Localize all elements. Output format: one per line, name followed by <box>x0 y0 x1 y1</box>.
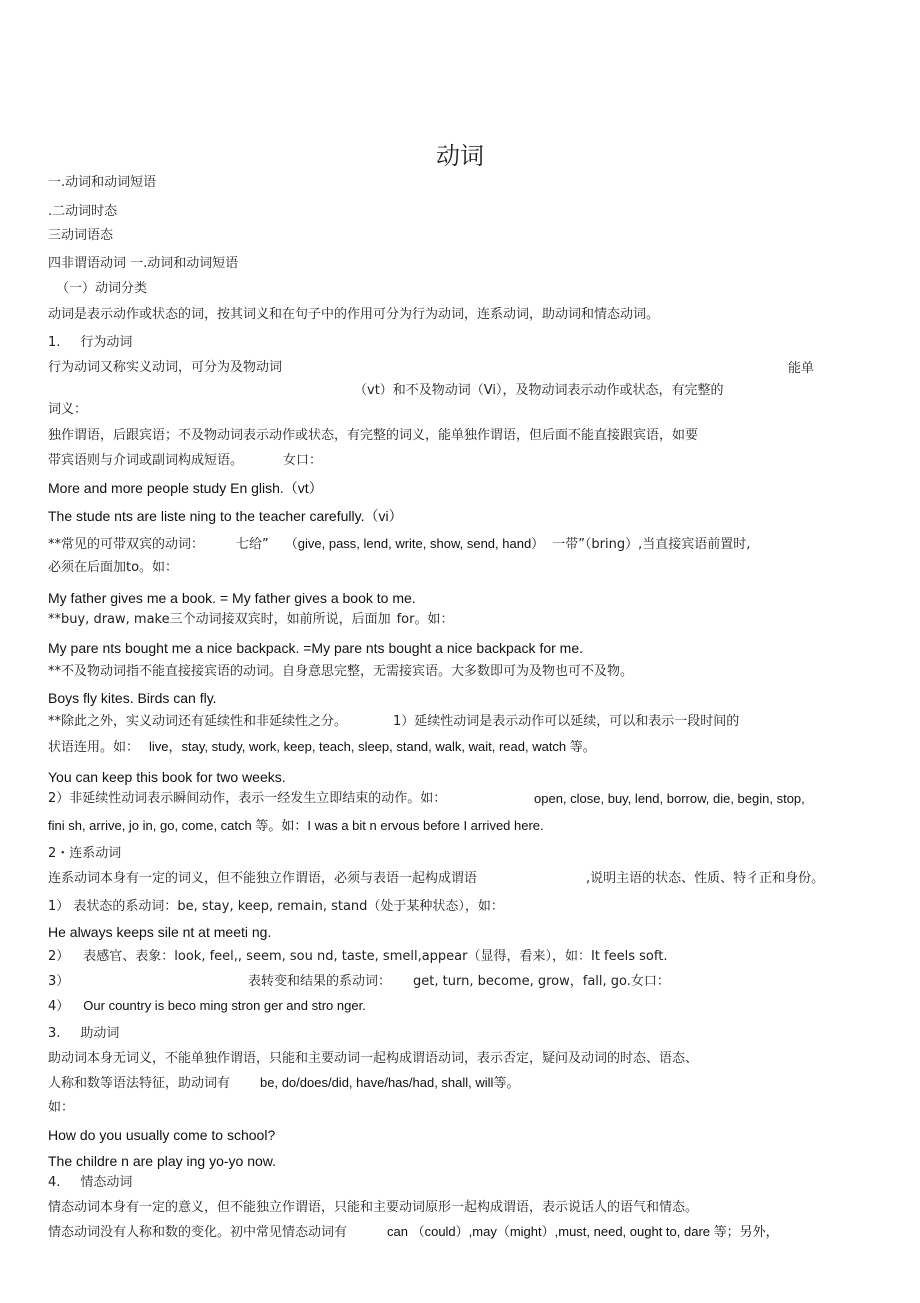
paragraph-line: 助动词本身无词义，不能单独作谓语，只能和主要动词一起构成谓语动词，表示否定，疑问及动词的时态、语态、 <box>48 1051 699 1066</box>
toc-item: 四非谓语动词 一.动词和动词短语 <box>48 256 239 271</box>
heading-label: 行为动词 <box>80 335 133 350</box>
paragraph-line: 行为动词又称实义动词，可分为及物动词 <box>48 360 283 375</box>
text-span: 女口： <box>283 453 323 468</box>
heading-label: 情态动词 <box>80 1175 133 1190</box>
list-number: 2） <box>48 949 70 964</box>
section-heading: （一）动词分类 <box>56 281 148 296</box>
text-span: **buy, draw, make三个动词接双宾时，如前所说，后面加 <box>48 612 391 627</box>
page-title: 动词 <box>436 142 484 170</box>
text-span: 1）延续性动词是表示动作可以延续，可以和表示一段时间的 <box>393 714 740 729</box>
text-span: 状语连用。如： <box>48 740 140 755</box>
list-item <box>48 948 667 966</box>
text-span: **除此之外，实义动词还有延续性和非延续性之分。 <box>48 714 348 729</box>
list-item <box>48 997 366 1016</box>
heading-number: 4. <box>48 1175 61 1190</box>
text-span: 带宾语则与介词或副词构成短语。 <box>48 453 244 468</box>
toc-item: 三动词语态 <box>48 228 114 243</box>
note-line <box>48 611 454 629</box>
example-sentence: How do you usually come to school? <box>48 1127 276 1143</box>
heading-3 <box>48 1025 119 1043</box>
text-span: live，stay, study, work, keep, teach, sleep, stand, walk, wait, read, watch 等。 <box>149 739 596 754</box>
text-span: get, turn, become, grow，fall, go.女口： <box>413 974 670 989</box>
note-line <box>48 713 739 731</box>
text-span: Our country is beco ming stron ger and stro nger. <box>83 998 366 1013</box>
paragraph-line: 连系动词本身有一定的词义，但不能独立作谓语，必须与表语一起构成谓语 <box>48 871 478 886</box>
list-item: 1） 表状态的系动词：be, stay, keep, remain, stand（处于某种状态），如： <box>48 899 504 914</box>
example-sentence: My pare nts bought me a nice backpack. =My pare nts bought a nice backpack for me. <box>48 640 584 656</box>
list-number: 4） <box>48 999 70 1014</box>
text-span: 一带”（bring）,当直接宾语前置时, <box>552 537 751 552</box>
text-span: 表转变和结果的系动词： <box>248 974 392 989</box>
text-span: **常见的可带双宾的动词： <box>48 537 205 552</box>
text-span: 七给” <box>236 537 269 552</box>
paragraph-line: 如： <box>48 1100 75 1115</box>
note-line: **不及物动词指不能直接接宾语的动词。自身意思完整，无需接宾语。大多数即可为及物也可不及物。 <box>48 664 634 679</box>
note-line <box>48 535 750 554</box>
example-sentence: Boys fly kites. Birds can fly. <box>48 690 217 706</box>
text-span: be, do/does/did, have/has/had, shall, will等。 <box>260 1075 520 1090</box>
example-sentence: My father gives me a book. = My father gives a book to me. <box>48 590 416 606</box>
example-sentence: More and more people study En glish.（vt） <box>48 480 323 496</box>
text-span: can （could）,may（might）,must, need, ought to, dare 等；另外， <box>387 1224 779 1239</box>
text-span: （give, pass, lend, write, show, send, hand） <box>284 536 545 551</box>
note-line <box>48 738 596 757</box>
list-number: 3） <box>48 974 70 989</box>
heading-1 <box>48 334 132 352</box>
heading-number: 1. <box>48 335 61 350</box>
paragraph-line: 情态动词本身有一定的意义，但不能独立作谓语，只能和主要动词原形一起构成谓语，表示说话人的语气和情态。 <box>48 1200 699 1215</box>
paragraph-line: ,说明主语的状态、性质、特彳正和身份。 <box>586 871 825 886</box>
heading-4 <box>48 1174 132 1192</box>
paragraph-line: 能单 <box>788 361 815 376</box>
paragraph-line <box>48 1223 779 1242</box>
note-line: open, close, buy, lend, borrow, die, begin, stop, <box>534 791 805 806</box>
paragraph-line: 词义： <box>48 402 88 417</box>
toc-item: 一.动词和动词短语 <box>48 175 157 190</box>
text-span: 情态动词没有人称和数的变化。初中常见情态动词有 <box>48 1225 348 1240</box>
text-span: 人称和数等语法特征，助动词有 <box>48 1076 231 1091</box>
heading-label: 助动词 <box>80 1026 120 1041</box>
example-sentence: The stude nts are liste ning to the teacher carefully.（vi） <box>48 508 403 524</box>
example-sentence: He always keeps sile nt at meeti ng. <box>48 924 272 940</box>
note-line: 2）非延续性动词表示瞬间动作，表示一经发生立即结束的动作。如： <box>48 791 447 806</box>
paragraph: 动词是表示动作或状态的词，按其词义和在句子中的作用可分为行为动词，连系动词，助动词和情态动词。 <box>48 307 660 322</box>
text-span: for。如： <box>396 612 454 627</box>
example-sentence: You can keep this book for two weeks. <box>48 769 286 785</box>
toc-item: .二动词时态 <box>48 204 118 219</box>
text-span: 表感官、表象：look, feel,, seem, sou nd, taste, smell,appear（显得，看来），如：It feels soft. <box>83 949 668 964</box>
note-line: fini sh, arrive, jo in, go, come, catch 等。如：I was a bit n ervous before I arrived here. <box>48 818 544 833</box>
example-sentence: The childre n are play ing yo-yo now. <box>48 1153 277 1169</box>
list-item <box>248 973 670 991</box>
paragraph-line <box>48 452 322 470</box>
paragraph-line <box>48 1074 519 1093</box>
heading-number: 3. <box>48 1026 61 1041</box>
paragraph-line: （vt）和不及物动词（Vi），及物动词表示动作或状态，有完整的 <box>354 383 724 398</box>
heading-2: 2・连系动词 <box>48 846 122 861</box>
note-line: 必须在后面加to。如： <box>48 560 179 575</box>
paragraph-line: 独作谓语，后跟宾语；不及物动词表示动作或状态，有完整的词义，能单独作谓语，但后面不能直接跟宾语，如要 <box>48 428 699 443</box>
